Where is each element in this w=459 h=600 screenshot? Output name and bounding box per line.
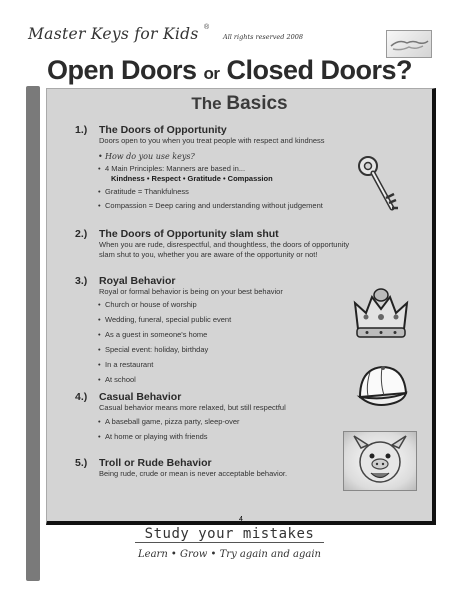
section-number: 4.) [75,391,88,403]
list-item: • Compassion = Deep caring and understanding without judgement [105,201,375,211]
section-doors-slam-shut [75,228,375,259]
crown-icon [352,283,410,350]
section-doors-of-opportunity [75,124,375,211]
list-item: • How do you use keys? [105,152,375,162]
section-desc: Doors open to you when you treat people with respect and kindness [99,136,325,145]
section-number: 1.) [75,124,88,136]
page-number: 4 [239,516,243,523]
footer-learn: Learn • Grow • Try again and again [138,549,321,560]
section-number: 3.) [75,275,88,287]
section-heading [75,124,375,136]
baseball-cap-icon [352,359,412,422]
section-troll-behavior [75,457,375,479]
section-heading [75,391,375,403]
section-title: Troll or Rude Behavior [99,457,212,469]
basics-the: The [191,94,222,113]
page-title [0,55,459,86]
basics-panel [46,88,436,525]
section-desc: Royal or formal behavior is being on your best behavior [99,287,283,296]
title-or: or [203,64,220,83]
section-bullets [75,152,375,211]
list-item: • Church or house of worship [105,300,375,310]
section-desc: Being rude, crude or mean is never acceptable behavior. [99,469,288,478]
principles-line: Kindness • Respect • Gratitude • Compassion [111,173,273,183]
footer-study [0,526,459,542]
section-desc-line: slam shut to you, whether you are aware of the opportunity or not! [99,249,318,259]
list-item: • 4 Main Principles: Manners are based in... [105,164,375,174]
section-title: Royal Behavior [99,275,176,287]
rights-notice: All rights reserved 2008 [223,33,303,41]
section-number: 2.) [75,228,88,240]
brand-name: Master Keys for Kids [28,25,199,43]
study-text: Study your mistakes [135,526,325,543]
list-item: • At home or playing with friends [105,432,375,442]
basics-word: Basics [226,93,288,114]
list-item: • As a guest in someone's home [105,330,375,340]
section-bullets [75,300,375,385]
handshake-icon [386,30,432,58]
section-royal-behavior [75,275,375,390]
registered-mark: ® [204,24,210,31]
section-title: The Doors of Opportunity [99,124,227,136]
title-open: Open Doors [46,55,197,85]
list-item: • Wedding, funeral, special public event [105,315,375,325]
list-item: • Gratitude = Thankfulness [105,187,375,197]
section-title: The Doors of Opportunity slam shut [99,228,279,240]
troll-face-icon [343,431,417,491]
section-title: Casual Behavior [99,391,182,403]
section-casual-behavior [75,391,375,447]
basics-heading [47,93,432,115]
section-desc: Casual behavior means more relaxed, but still respectful [99,403,286,412]
left-accent-bar [26,86,40,581]
section-heading [75,228,375,240]
title-closed: Closed Doors? [226,55,413,85]
list-item: • Special event: holiday, birthday [105,345,375,355]
section-heading [75,275,375,287]
list-item: • In a restaurant [105,360,375,370]
section-number: 5.) [75,457,88,469]
list-item: • A baseball game, pizza party, sleep-over [105,417,375,427]
section-heading [75,457,375,469]
section-bullets [75,417,375,442]
list-item: • At school [105,375,375,385]
key-icon [356,154,400,225]
section-desc-line: When you are rude, disrespectful, and thoughtless, the doors of opportunity [99,240,350,249]
